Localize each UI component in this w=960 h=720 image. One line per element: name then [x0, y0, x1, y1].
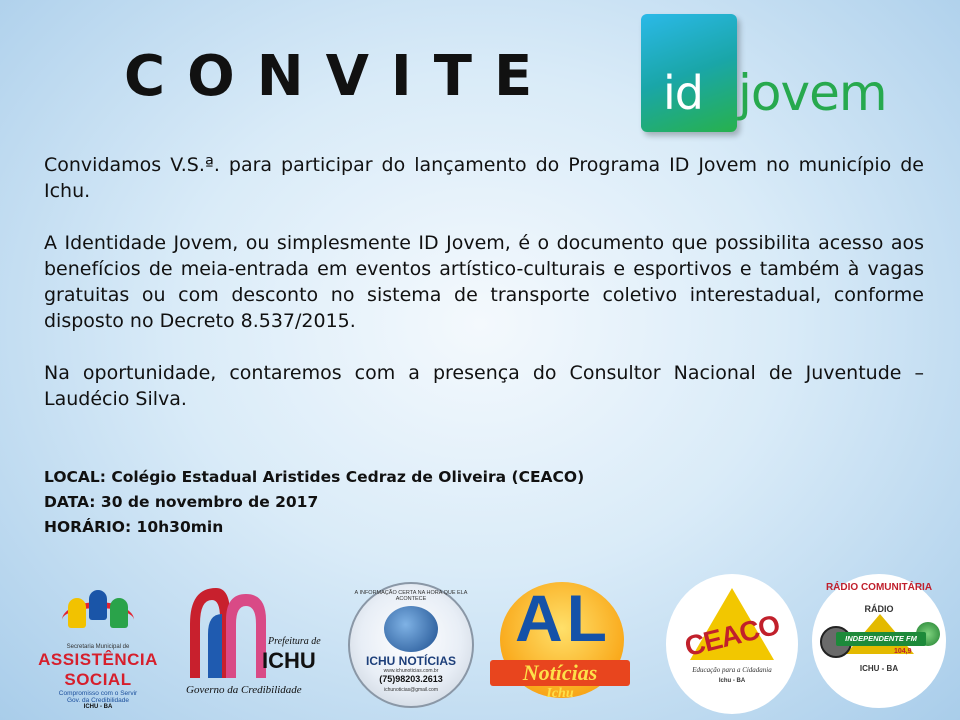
paragraph-description: A Identidade Jovem, ou simplesmente ID Jovem, é o documento que possibilita acesso aos benefícios de meia-entrada em eventos artístico-culturais e esportivos e também à vagas gratuitas ou com desconto no sistema de transporte coletivo interestadual, conforme disposto no Decreto 8.537/2015.: [44, 232, 924, 332]
al-letters: AL: [515, 581, 611, 655]
sas-line1: Secretaria Municipal de: [66, 644, 130, 650]
noticias-arc-text: A INFORMAÇÃO CERTA NA HORA QUE ELA ACONTECE: [354, 590, 468, 602]
event-time: HORÁRIO: 10h30min: [44, 518, 224, 536]
ichu-arches-icon: [186, 584, 272, 680]
radio-location: ICHU - BA: [859, 664, 899, 673]
paragraph-invitation: Convidamos V.S.ª. para participar do lançamento do Programa ID Jovem no município de Ichu.: [44, 154, 924, 202]
noticias-phone: (75)98203.2613: [379, 674, 443, 684]
radio-frequency: 104,9: [894, 648, 912, 655]
people-emblem-icon: [58, 582, 138, 644]
page-title: CONVITE: [124, 44, 555, 109]
ceaco-slogan: Educação para a Cidadania: [692, 666, 772, 674]
radio-arc-text: RÁDIO COMUNITÁRIA: [825, 582, 933, 593]
jovem-logo-text: jovem: [738, 64, 887, 122]
radio-comunitaria-logo: [812, 574, 946, 708]
id-logo-text: id: [663, 66, 703, 120]
event-details: [44, 465, 584, 540]
sas-line5: ICHU - BA: [83, 704, 113, 710]
invitation-body: [44, 152, 924, 438]
id-logo-badge: [641, 14, 737, 132]
noticias-email: ichunoticias@gmail.com: [384, 687, 438, 693]
sas-line4: Gov. da Credibilidade: [66, 697, 130, 704]
sponsor-logos: [0, 572, 960, 720]
al-ichu-text: Ichu: [546, 686, 574, 701]
event-location: LOCAL: Colégio Estadual Aristides Cedraz de Oliveira (CEACO): [44, 468, 585, 486]
ceaco-logo: [666, 574, 798, 714]
event-date: DATA: 30 de novembro de 2017: [44, 493, 319, 511]
radio-label: RÁDIO: [864, 604, 894, 614]
ichu-name-label: ICHU: [262, 648, 316, 673]
paragraph-guest: Na oportunidade, contaremos com a presença do Consultor Nacional de Juventude – Laudécio Silva.: [44, 362, 924, 410]
radio-band: INDEPENDENTE FM: [836, 632, 926, 646]
noticias-url: www.ichunoticias.com.br: [383, 668, 439, 674]
prefeitura-ichu-logo: [186, 584, 336, 704]
assistencia-social-logo: [28, 582, 168, 712]
ichu-prefeitura-label: Prefeitura de: [268, 636, 321, 647]
ichu-slogan: Governo da Credibilidade: [186, 684, 302, 696]
al-noticias-logo: [490, 580, 636, 710]
noticias-title: ICHU NOTÍCIAS: [366, 654, 456, 668]
globe-icon: [384, 606, 438, 652]
al-noticias-text: Notícias: [522, 660, 598, 685]
sas-line3: Compromisso com o Servir: [58, 690, 138, 697]
ichu-noticias-logo: [348, 582, 474, 708]
ceaco-name: CEACO: [681, 608, 783, 663]
sas-line2: ASSISTÊNCIA SOCIAL: [38, 650, 158, 689]
ceaco-location: Ichu - BA: [718, 678, 746, 684]
